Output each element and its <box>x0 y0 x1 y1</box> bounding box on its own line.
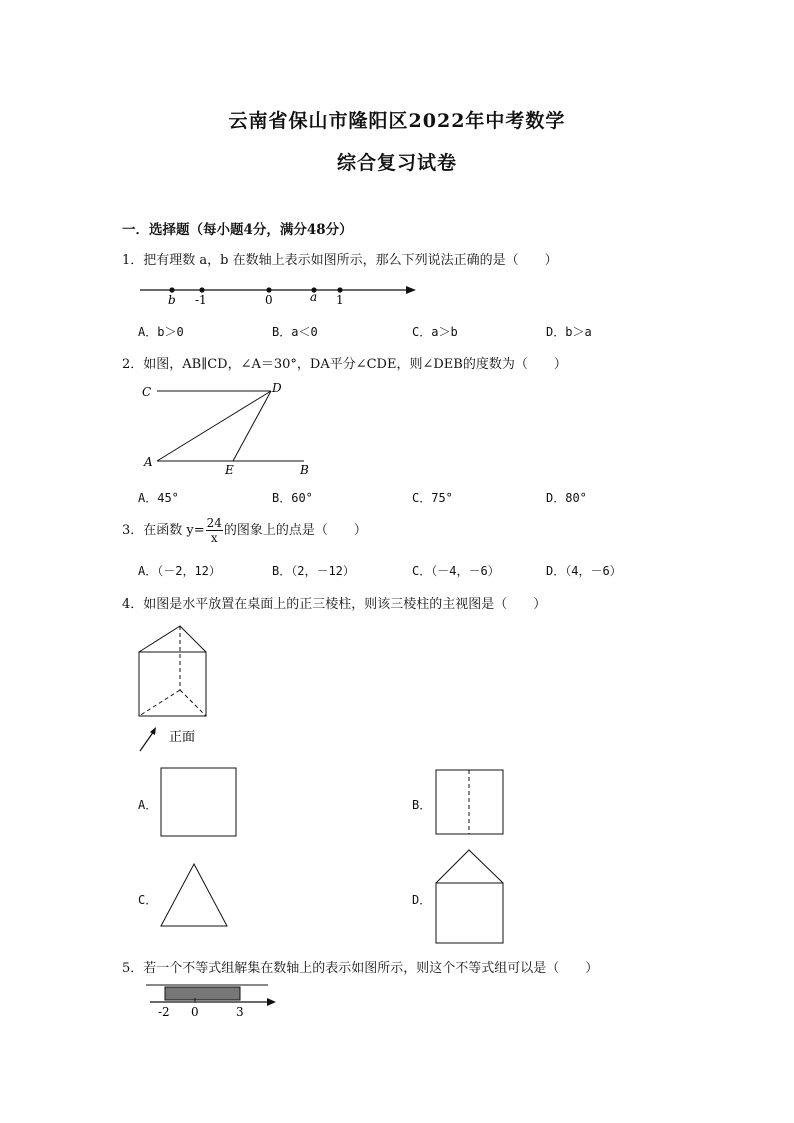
q1-option-a[interactable]: A．b＞0 <box>138 325 184 339</box>
q2-point-b: B <box>300 463 309 477</box>
q3-option-b[interactable]: B．（2，－12） <box>272 564 355 578</box>
q1-label-b: b <box>168 293 176 307</box>
q4-option-a[interactable]: A． <box>138 798 158 812</box>
q4-option-b[interactable]: B． <box>412 798 432 812</box>
q5-label-3: 3 <box>236 1005 244 1019</box>
q5-label-0: 0 <box>191 1005 199 1019</box>
q1-option-b[interactable]: B．a＜0 <box>272 325 318 339</box>
doc-title-line1: 云南省保山市隆阳区2022年中考数学 <box>228 110 566 132</box>
q4-stem: 4．如图是水平放置在桌面上的正三棱柱，则该三棱柱的主视图是（ ） <box>122 597 547 612</box>
q2-point-e: E <box>225 463 234 477</box>
q1-stem: 1．把有理数 a，b 在数轴上表示如图所示，那么下列说法正确的是（ ） <box>122 253 558 268</box>
q2-point-c: C <box>142 385 152 399</box>
q2-point-d: D <box>272 381 282 395</box>
q4-option-c[interactable]: C． <box>138 893 158 907</box>
q3-option-c[interactable]: C．（－4，－6） <box>412 564 500 578</box>
q3-stem-prefix: 3．在函数 y= <box>122 523 205 538</box>
section-heading: 一．选择题（每小题4分，满分48分） <box>122 222 353 238</box>
q2-option-a[interactable]: A．45° <box>138 491 179 505</box>
q1-label-0: 0 <box>265 293 273 307</box>
q1-label-a: a <box>310 290 318 304</box>
q5-label-neg2: -2 <box>158 1005 170 1019</box>
q3-stem-suffix: 的图象上的点是（ ） <box>223 523 367 538</box>
q3-option-d[interactable]: D．（4，－6） <box>546 564 622 578</box>
q3-frac-num: 24 <box>206 516 222 530</box>
q2-option-d[interactable]: D．80° <box>546 491 587 505</box>
q4-option-d[interactable]: D． <box>412 893 432 907</box>
q3-option-a[interactable]: A．（－2，12） <box>138 564 221 578</box>
q2-option-c[interactable]: C．75° <box>412 491 453 505</box>
q1-label-1: 1 <box>336 293 344 307</box>
q2-point-a: A <box>144 455 153 469</box>
doc-title-line2: 综合复习试卷 <box>336 152 457 174</box>
q4-front-label: 正面 <box>169 730 196 745</box>
q1-option-d[interactable]: D．b＞a <box>546 325 592 339</box>
q3-frac-den: x <box>210 531 218 545</box>
q2-option-b[interactable]: B．60° <box>272 491 313 505</box>
q2-stem: 2．如图，AB∥CD，∠A＝30°，DA平分∠CDE，则∠DEB的度数为（ ） <box>122 357 567 372</box>
q1-option-c[interactable]: C．a＞b <box>412 325 458 339</box>
q1-label-neg1: -1 <box>195 293 207 307</box>
q5-stem: 5．若一个不等式组解集在数轴上的表示如图所示，则这个不等式组可以是（ ） <box>122 961 599 976</box>
